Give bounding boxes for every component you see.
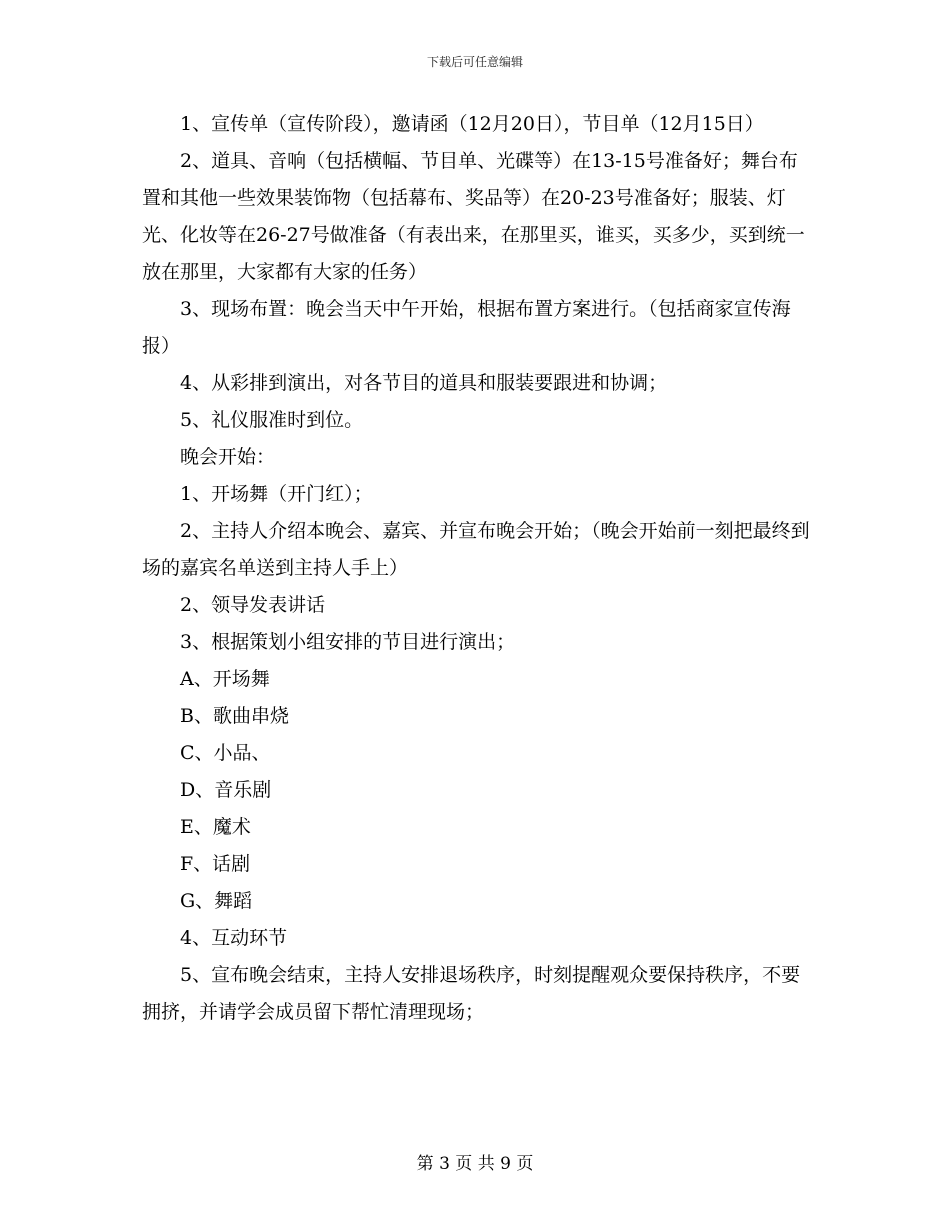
program-item: C、小品、 xyxy=(180,742,271,764)
paragraph-4: 4、从彩排到演出，对各节目的道具和服装要跟进和协调； xyxy=(180,372,668,394)
program-item: D、音乐剧 xyxy=(180,779,272,801)
program-item: F、话剧 xyxy=(180,853,251,875)
list-item: 2、领导发表讲话 xyxy=(180,594,326,616)
document-body xyxy=(142,106,810,1031)
page-number: 第 3 页 共 9 页 xyxy=(416,1154,534,1174)
header-note: 下载后可任意编辑 xyxy=(426,55,523,69)
list-item: 2、主持人介绍本晚会、嘉宾、并宣布晚会开始；（晚会开始前一刻把最终到场的嘉宾名单送到主持人手上） xyxy=(142,520,810,579)
program-item: B、歌曲串烧 xyxy=(180,705,289,727)
paragraph-5: 5、礼仪服准时到位。 xyxy=(180,409,364,431)
list-item: 4、互动环节 xyxy=(180,927,288,949)
program-item: E、魔术 xyxy=(180,816,251,838)
program-item: G、舞蹈 xyxy=(180,890,253,912)
list-item: 1、开场舞（开门红）； xyxy=(180,483,373,505)
paragraph-1: 1、宣传单（宣传阶段），邀请函（12月20日），节目单（12月15日） xyxy=(180,113,764,135)
program-item: A、开场舞 xyxy=(180,668,270,690)
paragraph-3: 3、现场布置：晚会当天中午开始，根据布置方案进行。（包括商家宣传海报） xyxy=(142,298,791,357)
list-item: 3、根据策划小组安排的节目进行演出； xyxy=(180,631,516,653)
section-heading: 晚会开始： xyxy=(180,446,276,468)
paragraph-2: 2、道具、音响（包括横幅、节目单、光碟等）在13-15号准备好；舞台布置和其他一些效果装饰物（包括幕布、奖品等）在20-23号准备好；服装、灯光、化妆等在26-27号做准备（有表出来，在那里买，谁买，买多少，买到统一放在那里，大家都有大家的任务） xyxy=(142,150,805,283)
list-item: 5、宣布晚会结束，主持人安排退场秩序，时刻提醒观众要保持秩序，不要拥挤，并请学会成员留下帮忙清理现场； xyxy=(142,964,801,1023)
